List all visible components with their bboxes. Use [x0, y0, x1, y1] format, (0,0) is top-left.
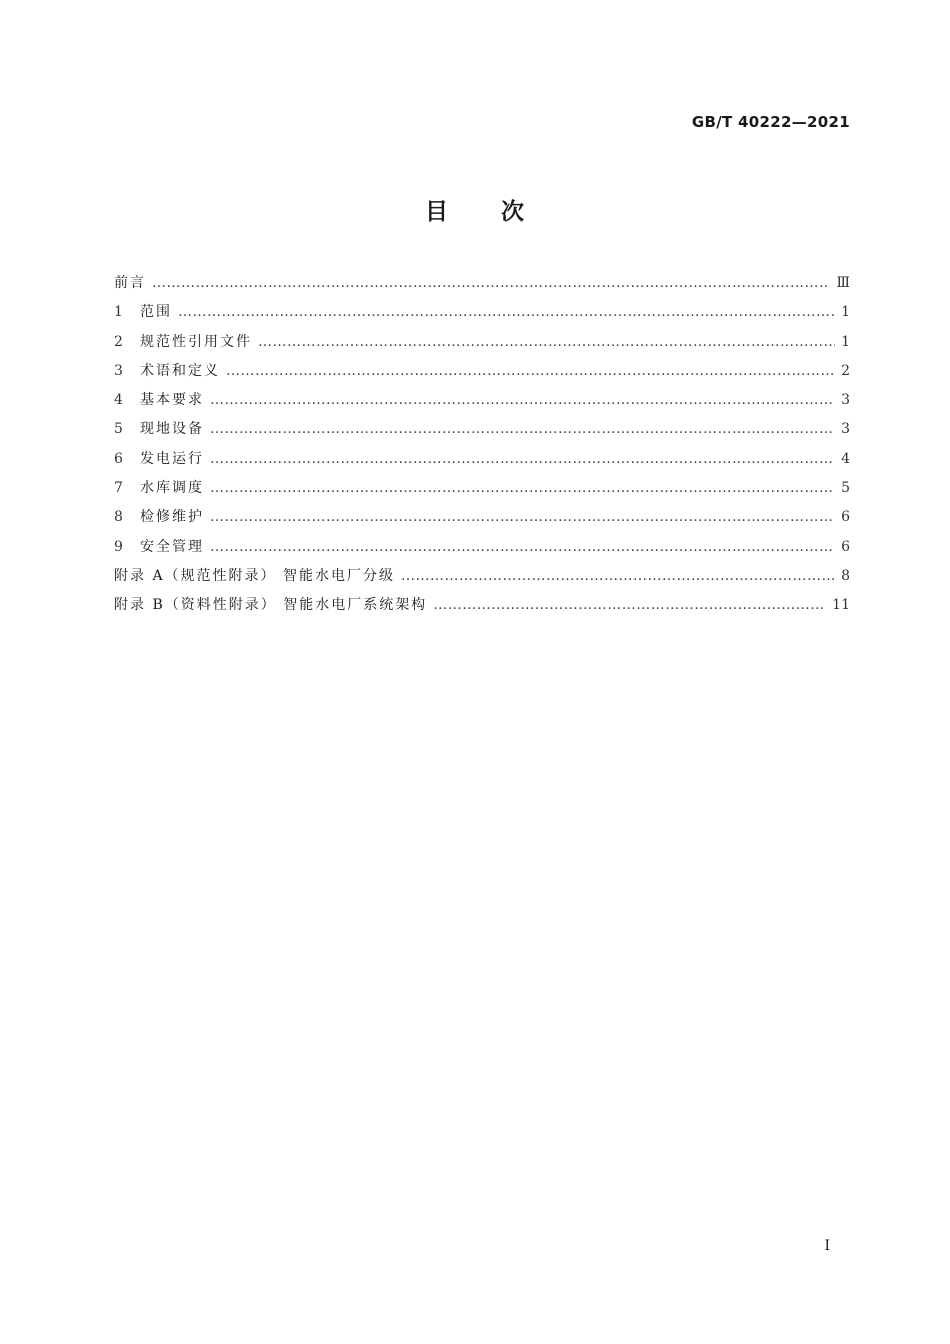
dot-leader [210, 392, 835, 408]
toc-entry-page: 8 [841, 567, 850, 584]
toc-entry-number: 3 [114, 362, 123, 379]
dot-leader [433, 597, 826, 613]
page-number: I [824, 1238, 830, 1254]
toc-entry-label: 术语和定义 [140, 362, 220, 379]
toc-entry-page: 2 [841, 362, 850, 379]
toc-entry-safety-management[interactable] [114, 536, 850, 565]
toc-entry-page: 1 [841, 304, 850, 321]
toc-entry-number: 9 [114, 538, 123, 555]
toc-entry-basic-requirements[interactable] [114, 389, 850, 418]
dot-leader [152, 275, 830, 291]
table-of-contents [114, 272, 850, 624]
toc-entry-power-generation[interactable] [114, 448, 850, 477]
toc-entry-page: 1 [841, 333, 850, 350]
toc-entry-label: 安全管理 [140, 538, 204, 555]
toc-entry-number: 5 [114, 421, 123, 438]
toc-entry-appendix-a[interactable] [114, 565, 850, 594]
toc-entry-label: 规范性引用文件 [140, 333, 252, 350]
toc-entry-number: 8 [114, 509, 123, 526]
dot-leader [210, 480, 835, 496]
toc-entry-maintenance[interactable] [114, 506, 850, 535]
page-title-char-1: 目 [425, 199, 449, 225]
toc-entry-label: 前言 [114, 275, 146, 291]
dot-leader [210, 509, 835, 525]
toc-entry-number: 2 [114, 333, 123, 350]
page-title-char-2: 次 [501, 199, 525, 225]
toc-entry-label: 检修维护 [140, 509, 204, 526]
dot-leader [178, 304, 835, 320]
toc-entry-page: 6 [841, 509, 850, 526]
toc-entry-normative-references[interactable] [114, 331, 850, 360]
standard-code: GB/T 40222—2021 [691, 113, 850, 131]
toc-entry-page: 11 [832, 597, 850, 614]
page-title [0, 193, 950, 226]
toc-entry-number: 6 [114, 450, 123, 467]
toc-entry-number: 1 [114, 304, 123, 321]
dot-leader [258, 334, 835, 350]
toc-entry-page: 6 [841, 538, 850, 555]
dot-leader [401, 568, 835, 584]
toc-entry-label: 现地设备 [140, 421, 204, 438]
toc-entry-label: 基本要求 [140, 392, 204, 409]
toc-entry-page: 4 [841, 450, 850, 467]
toc-entry-foreword[interactable] [114, 272, 850, 301]
toc-entry-page: 3 [841, 392, 850, 409]
toc-entry-scope[interactable] [114, 301, 850, 330]
toc-entry-label: 范围 [140, 304, 172, 321]
toc-entry-page: 5 [841, 480, 850, 497]
toc-entry-field-equipment[interactable] [114, 418, 850, 447]
toc-entry-appendix-b[interactable] [114, 594, 850, 623]
toc-entry-label: 水库调度 [140, 480, 204, 497]
toc-entry-reservoir-dispatch[interactable] [114, 477, 850, 506]
toc-entry-label: 附录 A（规范性附录） 智能水电厂分级 [114, 567, 396, 584]
toc-entry-page: 3 [841, 421, 850, 438]
toc-entry-number: 4 [114, 392, 123, 409]
dot-leader [226, 363, 835, 379]
dot-leader [210, 539, 835, 555]
toc-entry-page: Ⅲ [836, 275, 850, 291]
dot-leader [210, 421, 835, 437]
toc-entry-number: 7 [114, 480, 123, 497]
toc-entry-label: 附录 B（资料性附录） 智能水电厂系统架构 [114, 597, 428, 614]
dot-leader [210, 451, 835, 467]
toc-entry-label: 发电运行 [140, 450, 204, 467]
toc-entry-terms-definitions[interactable] [114, 360, 850, 389]
